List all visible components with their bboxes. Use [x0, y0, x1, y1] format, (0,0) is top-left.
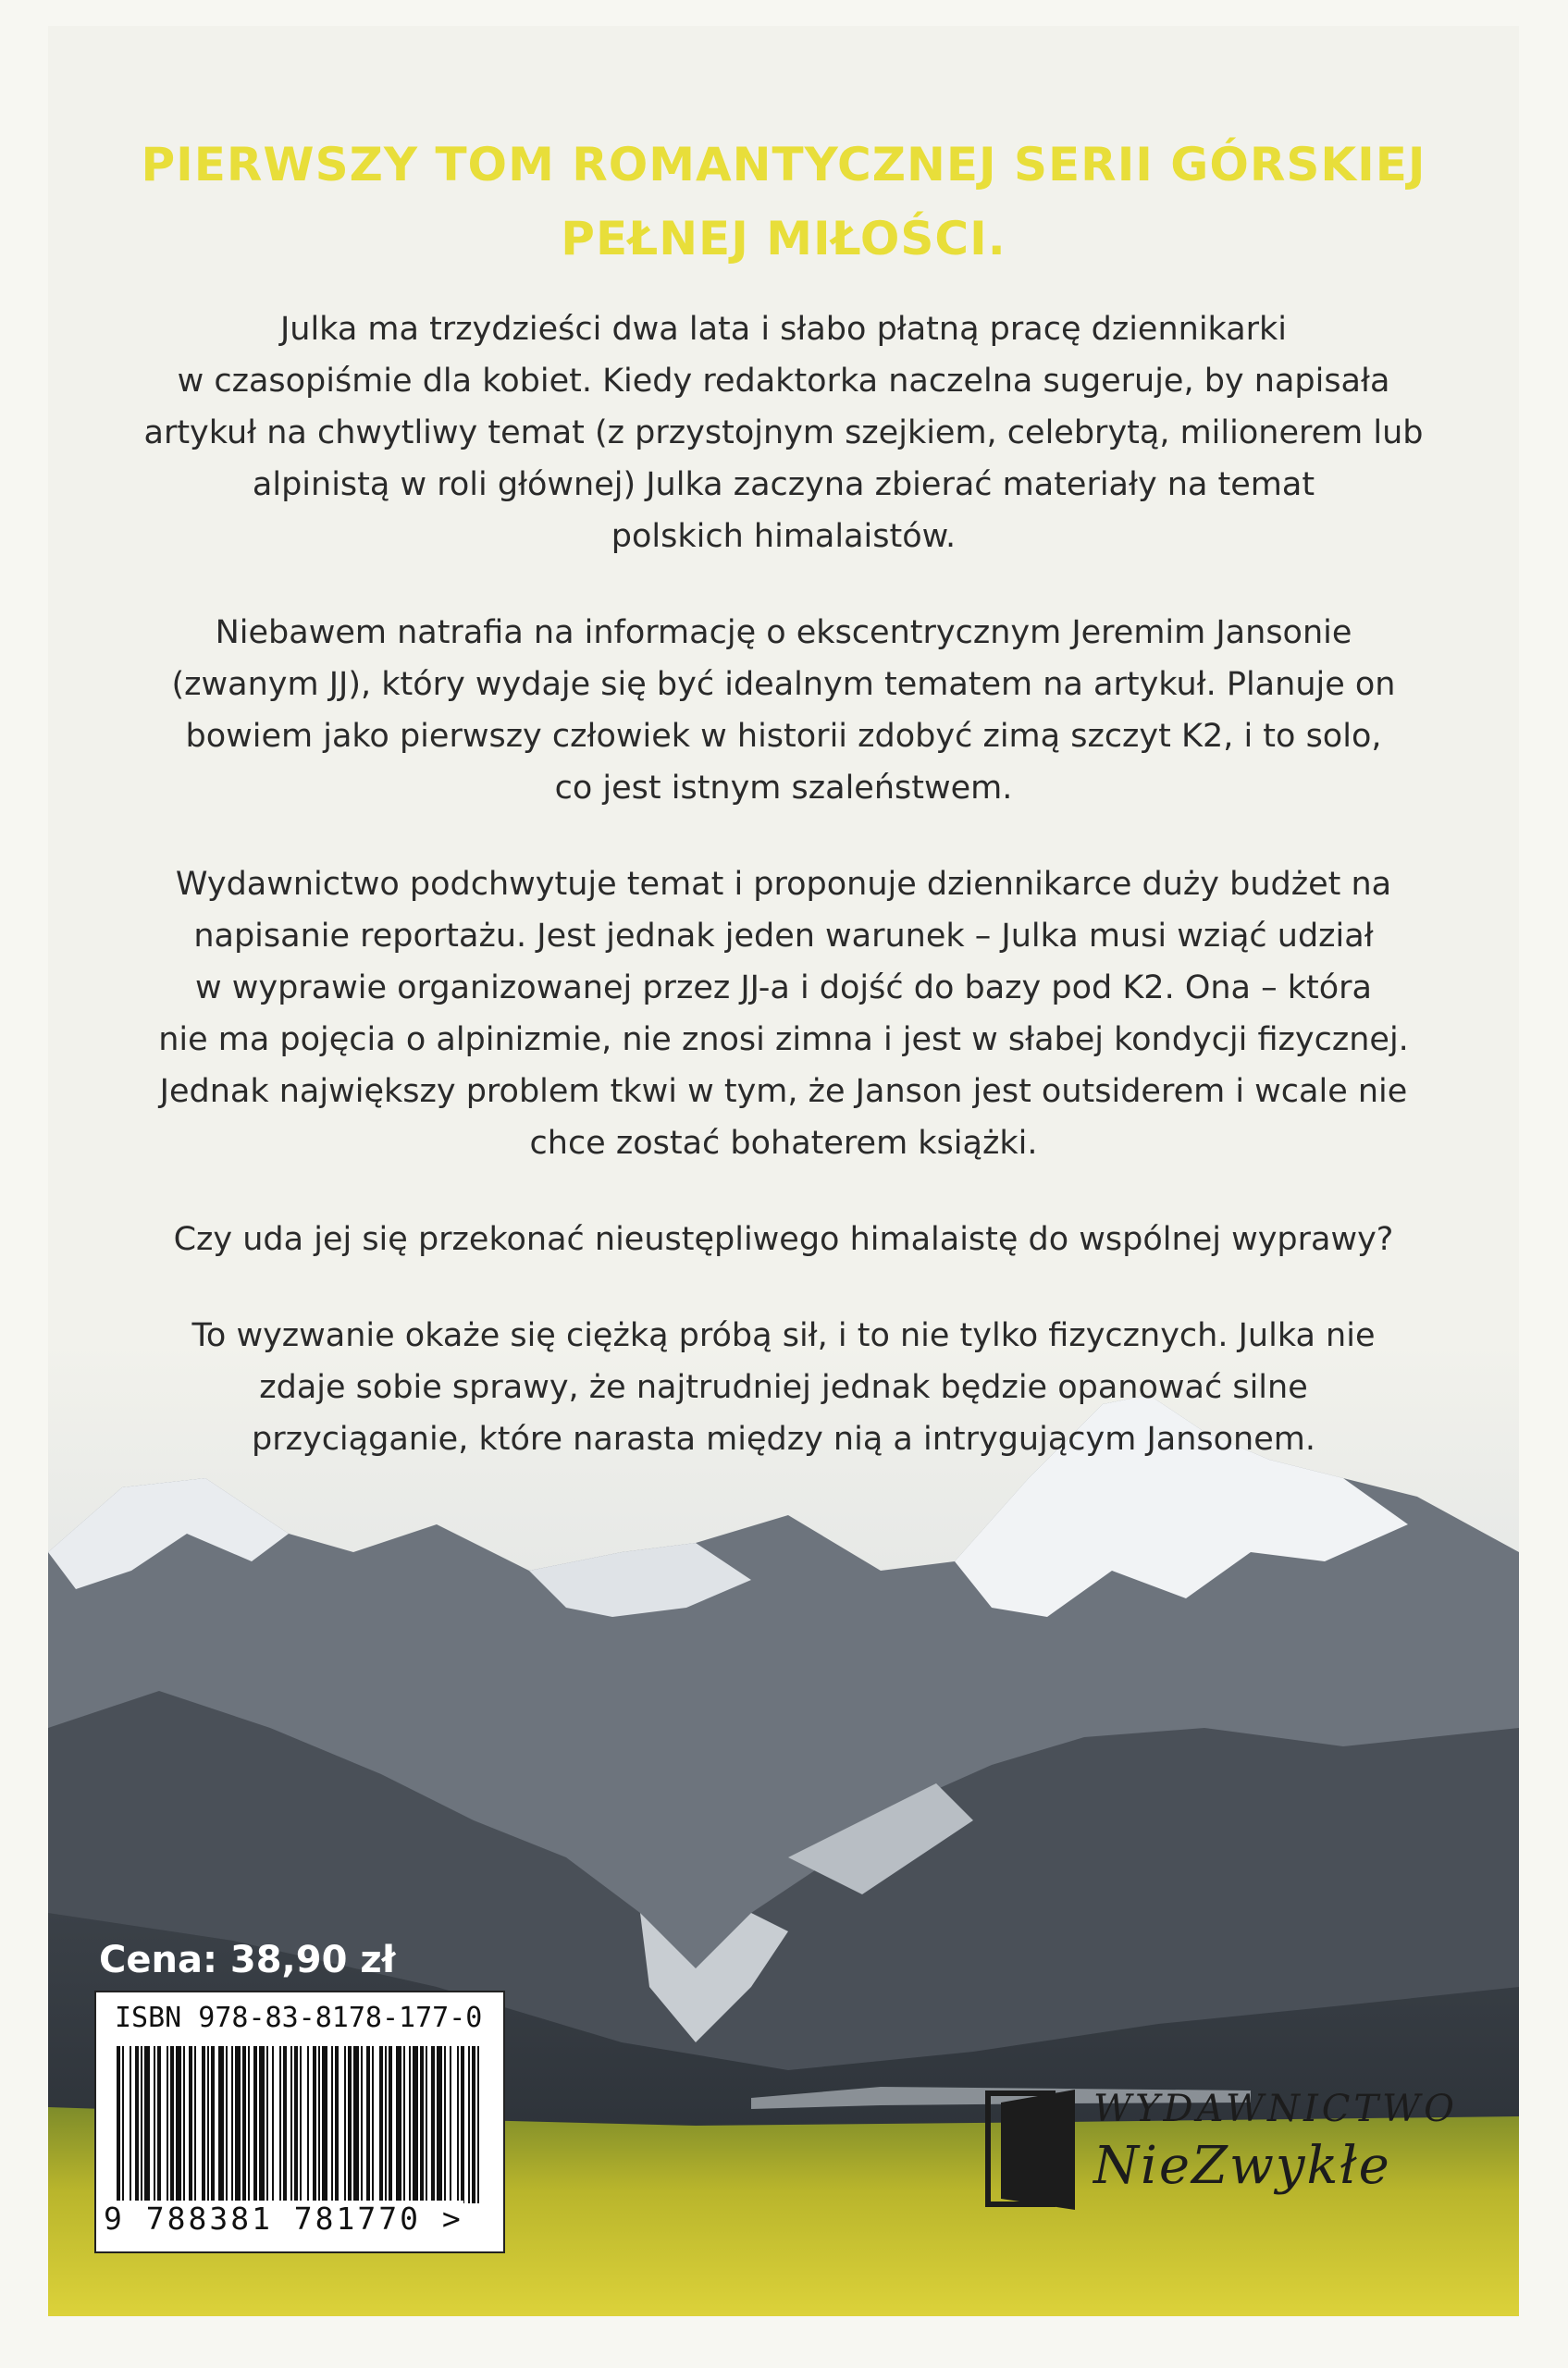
barcode-bar — [413, 2046, 418, 2203]
barcode-bar — [322, 2046, 327, 2203]
barcode-digits: 9 788381 781770 > — [104, 2201, 463, 2237]
blurb-line: chce zostać bohaterem książki. — [529, 1125, 1038, 1162]
publisher-door-icon — [982, 2084, 1084, 2214]
blurb-line: Julka ma trzydzieści dwa lata i słabo płatną pracę dziennikarki — [279, 311, 1288, 348]
barcode-bar — [426, 2046, 427, 2203]
publisher-name-line-2: NieZwykłe — [1093, 2136, 1391, 2196]
barcode-bar — [379, 2046, 383, 2203]
barcode-bar — [211, 2046, 215, 2203]
barcode-bar — [122, 2046, 124, 2203]
barcode-bar — [385, 2046, 387, 2203]
barcode-bar — [231, 2046, 233, 2203]
barcode-bars — [117, 2046, 483, 2203]
barcode-bar — [266, 2046, 268, 2203]
barcode-bar — [348, 2046, 352, 2203]
barcode-bar — [313, 2046, 316, 2203]
barcode-bar — [294, 2046, 298, 2203]
publisher-logo — [982, 2075, 1463, 2223]
blurb-line: przyciąganie, które narasta między nią a intrygującym Jansonem. — [252, 1421, 1315, 1458]
blurb-line: w czasopiśmie dla kobiet. Kiedy redaktorka naczelna sugeruje, by napisała — [177, 363, 1390, 400]
barcode-bar — [135, 2046, 139, 2203]
barcode-bar — [372, 2046, 374, 2203]
barcode-bar — [468, 2046, 470, 2203]
headline-line-1: PIERWSZY TOM ROMANTYCZNEJ SERII GÓRSKIEJ — [141, 138, 1426, 191]
barcode-bar — [366, 2046, 370, 2203]
barcode-bar — [353, 2046, 359, 2203]
barcode-bar — [444, 2046, 446, 2203]
barcode-bar — [189, 2046, 192, 2203]
barcode-bar — [117, 2046, 120, 2203]
headline — [48, 128, 1519, 276]
barcode-bar — [477, 2046, 479, 2203]
blurb-line: w wyprawie organizowanej przez JJ-a i dojść do bazy pod K2. Ona – która — [195, 969, 1372, 1006]
barcode-bar — [248, 2046, 250, 2203]
isbn-barcode-box — [94, 1991, 505, 2253]
barcode-bar — [170, 2046, 174, 2203]
barcode-bar — [318, 2046, 320, 2203]
blurb-line: polskich himalaistów. — [611, 518, 957, 555]
barcode-bar — [283, 2046, 287, 2203]
blurb-line: nie ma pojęcia o alpinizmie, nie znosi zimna i jest w słabej kondycji fizycznej. — [158, 1021, 1409, 1058]
barcode-bar — [450, 2046, 451, 2203]
barcode-bar — [259, 2046, 265, 2203]
barcode-bar — [457, 2046, 459, 2203]
barcode-bar — [279, 2046, 281, 2203]
barcode-bar — [218, 2046, 224, 2203]
barcode-bar — [409, 2046, 411, 2203]
blurb-paragraph-5 — [104, 1310, 1463, 1465]
isbn-number: ISBN 978-83-8178-177-0 — [115, 2002, 483, 2034]
barcode-bar — [389, 2046, 392, 2203]
blurb-line: Wydawnictwo podchwytuje temat i proponuje dziennikarce duży budżet na — [175, 866, 1392, 903]
blurb-paragraph-4 — [104, 1214, 1463, 1265]
barcode-bar — [154, 2046, 155, 2203]
barcode-bar — [144, 2046, 150, 2203]
barcode-bar — [183, 2046, 185, 2203]
barcode-bar — [202, 2046, 205, 2203]
book-back-cover — [48, 26, 1519, 2316]
blurb-paragraph-2 — [104, 607, 1463, 814]
barcode-bar — [290, 2046, 292, 2203]
barcode-bar — [130, 2046, 131, 2203]
barcode-bar — [176, 2046, 181, 2203]
blurb — [104, 303, 1463, 1510]
blurb-line: zdaje sobie sprawy, że najtrudniej jednak będzie opanować silne — [259, 1369, 1308, 1406]
barcode-bar — [194, 2046, 196, 2203]
barcode-bar — [235, 2046, 241, 2203]
barcode-bar — [157, 2046, 161, 2203]
blurb-line: bowiem jako pierwszy człowiek w historii zdobyć zimą szczyt K2, i to solo, — [185, 718, 1382, 755]
barcode-bar — [361, 2046, 363, 2203]
barcode-bar — [344, 2046, 346, 2203]
barcode-bar — [403, 2046, 405, 2203]
blurb-line: To wyzwanie okaże się ciężką próbą sił, i to nie tylko fizycznych. Julka nie — [191, 1317, 1376, 1354]
barcode-bar — [461, 2046, 464, 2203]
barcode-bar — [272, 2046, 274, 2203]
price-label: Cena: 38,90 zł — [99, 1939, 396, 1981]
barcode-bar — [167, 2046, 168, 2203]
barcode-bar — [335, 2046, 339, 2203]
barcode-bar — [431, 2046, 435, 2203]
headline-line-2: PEŁNEJ MIŁOŚCI. — [561, 212, 1006, 265]
barcode-bar — [226, 2046, 228, 2203]
blurb-line: (zwanym JJ), który wydaje się być idealnym tematem na artykuł. Planuje on — [171, 666, 1396, 703]
barcode-bar — [331, 2046, 333, 2203]
barcode-bar — [472, 2046, 475, 2203]
blurb-line: co jest istnym szaleństwem. — [554, 770, 1013, 807]
blurb-line: artykuł na chwytliwy temat (z przystojnym szejkiem, celebrytą, milionerem lub — [143, 414, 1424, 451]
blurb-line: napisanie reportażu. Jest jednak jeden warunek – Julka musi wziąć udział — [193, 918, 1374, 955]
barcode-bar — [141, 2046, 142, 2203]
barcode-bar — [396, 2046, 401, 2203]
barcode-bar — [307, 2046, 309, 2203]
blurb-line: Jednak największy problem tkwi w tym, że Janson jest outsiderem i wcale nie — [159, 1073, 1408, 1110]
barcode-bar — [207, 2046, 209, 2203]
barcode-bar — [242, 2046, 246, 2203]
publisher-name-line-1: WYDAWNICTWO — [1093, 2088, 1458, 2130]
blurb-line: alpinistą w roli głównej) Julka zaczyna zbierać materiały na temat — [252, 466, 1315, 503]
blurb-paragraph-1 — [104, 303, 1463, 562]
barcode-bar — [253, 2046, 257, 2203]
barcode-bar — [437, 2046, 442, 2203]
barcode-bar — [420, 2046, 424, 2203]
blurb-line: Czy uda jej się przekonać nieustępliwego himalaistę do wspólnej wyprawy? — [173, 1221, 1394, 1258]
blurb-paragraph-3 — [104, 858, 1463, 1169]
blurb-line: Niebawem natrafia na informację o ekscentrycznym Jeremim Jansonie — [215, 614, 1352, 651]
barcode-bar — [300, 2046, 302, 2203]
